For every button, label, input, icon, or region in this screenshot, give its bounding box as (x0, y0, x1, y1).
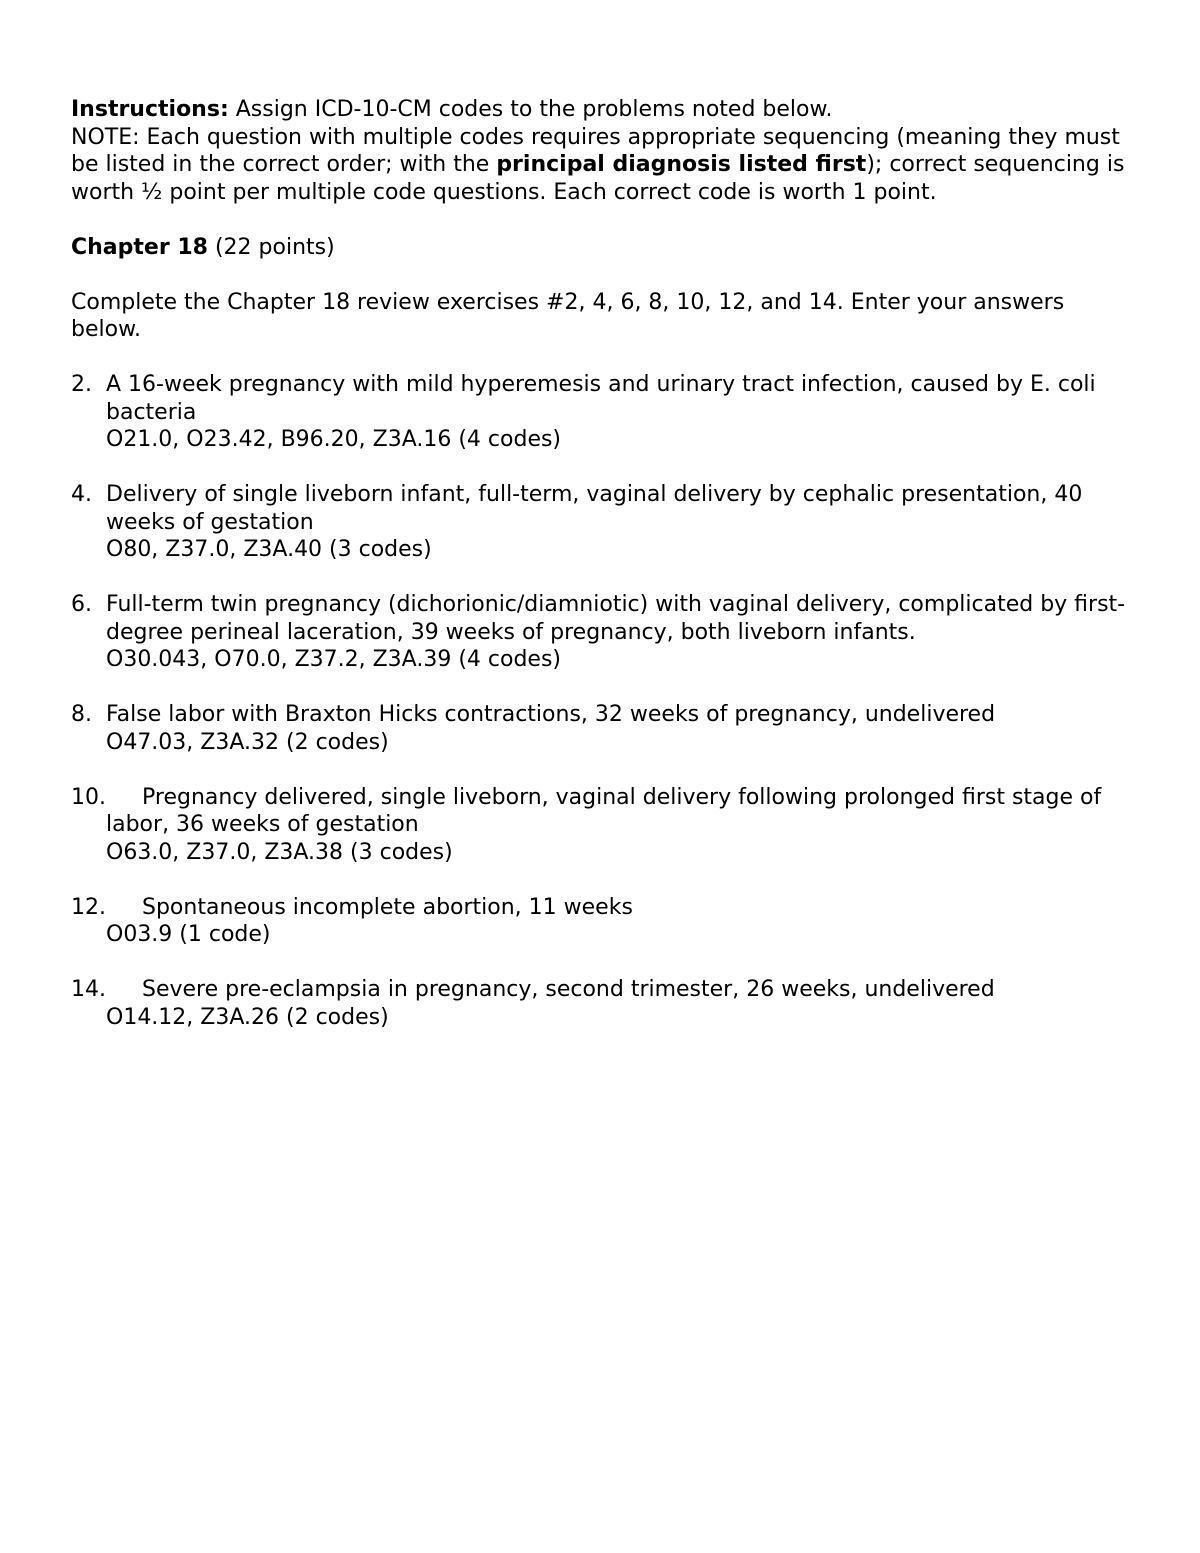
note-bold-text: principal diagnosis listed first (496, 152, 867, 177)
chapter-heading (71, 234, 1136, 262)
question-item (71, 591, 1136, 674)
question-text: Delivery of single liveborn infant, full-term, vaginal delivery by cephalic presentation, 40 weeks of gestation (106, 482, 1083, 535)
question-number: 14. (71, 977, 106, 1002)
question-text: Full-term twin pregnancy (dichorionic/diamniotic) with vaginal delivery, complicated by first-degree perineal laceration, 39 weeks of pregnancy, both liveborn infants. (106, 592, 1126, 645)
answer-codes: O21.0, O23.42, B96.20, Z3A.16 (4 codes) (106, 427, 562, 452)
question-text: Spontaneous incomplete abortion, 11 weeks (142, 894, 633, 920)
chapter-points: (22 points) (207, 234, 335, 260)
question-number: 4. (71, 482, 92, 507)
question-item (71, 371, 1136, 454)
question-text: Severe pre-eclampsia in pregnancy, second trimester, 26 weeks, undelivered (142, 977, 995, 1002)
instructions-paragraph (71, 96, 1136, 124)
question-item (71, 701, 1136, 756)
note-text-end: ); correct sequencing is worth ½ point per multiple code questions. Each correct code is worth 1 point. (71, 152, 1125, 205)
instructions-label: Instructions: (71, 97, 229, 122)
chapter-title: Chapter 18 (71, 234, 208, 260)
instructions-text: Assign ICD-10-CM codes to the problems noted below. (228, 97, 833, 122)
question-item (71, 894, 1136, 949)
question-text: A 16-week pregnancy with mild hyperemesis and urinary tract infection, caused by E. coli bacteria (106, 372, 1096, 425)
question-number: 6. (71, 592, 92, 617)
answer-codes: O03.9 (1 code) (106, 922, 271, 947)
answer-codes: O63.0, Z37.0, Z3A.38 (3 codes) (106, 839, 453, 865)
question-number: 8. (71, 702, 92, 727)
question-number: 12. (71, 894, 106, 920)
note-text-start: NOTE: Each question with multiple codes requires appropriate sequencing (meaning they must be listed in the correct order; with the (71, 124, 1120, 177)
exercise-prompt: Complete the Chapter 18 review exercises #2, 4, 6, 8, 10, 12, and 14. Enter your answers below. (71, 289, 1065, 342)
question-number: 2. (71, 372, 92, 397)
question-text: False labor with Braxton Hicks contractions, 32 weeks of pregnancy, undelivered (106, 702, 996, 727)
answer-codes: O30.043, O70.0, Z37.2, Z3A.39 (4 codes) (106, 647, 561, 672)
answer-codes: O14.12, Z3A.26 (2 codes) (106, 1004, 389, 1030)
document-page (71, 96, 1136, 1031)
question-number: 10. (71, 784, 106, 810)
question-item (71, 481, 1136, 564)
question-item (71, 784, 1136, 867)
question-item (71, 976, 1136, 1031)
answer-codes: O80, Z37.0, Z3A.40 (3 codes) (106, 537, 432, 562)
answer-codes: O47.03, Z3A.32 (2 codes) (106, 729, 389, 755)
note-paragraph (71, 124, 1136, 207)
question-text: Pregnancy delivered, single liveborn, vaginal delivery following prolonged first stage of labor, 36 weeks of gestation (106, 784, 1102, 837)
